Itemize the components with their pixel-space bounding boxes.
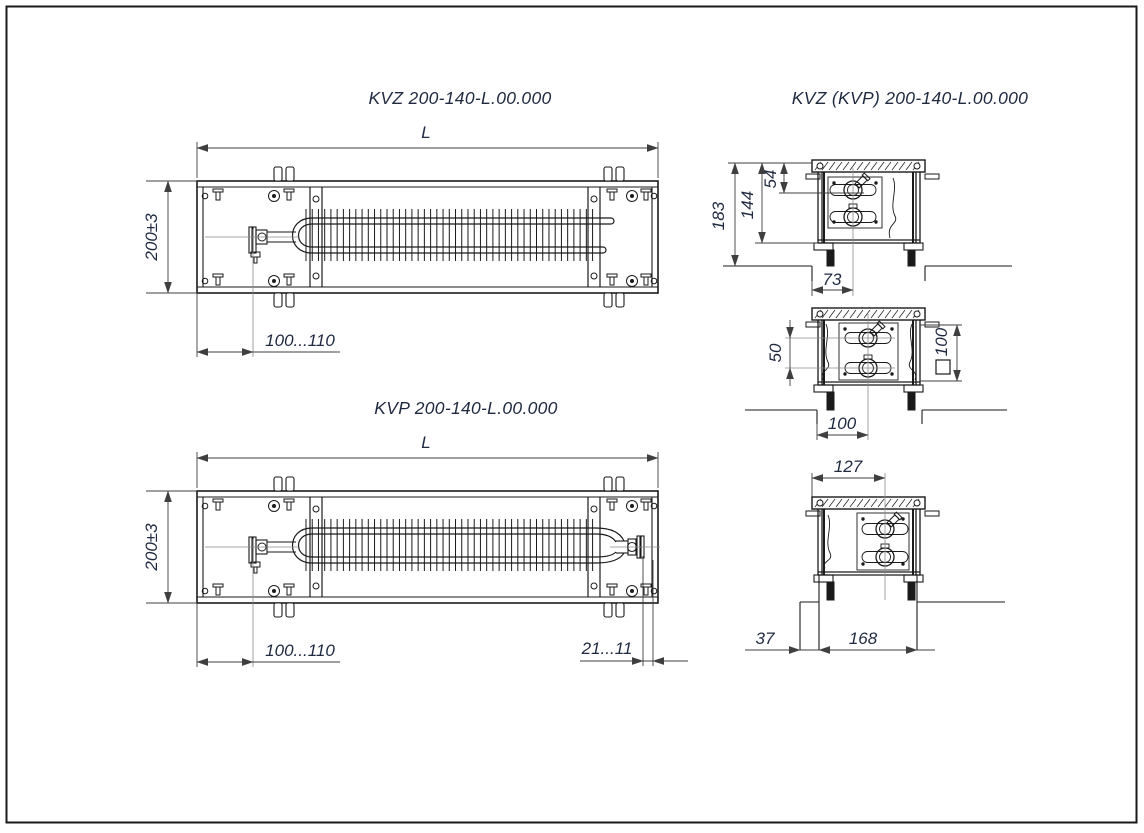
body-depth-dim: 144 [738,190,757,220]
edge-gap-dim: 37 [755,629,775,648]
kvz-title: KVZ 200-140-L.00.000 [368,88,552,108]
pipe-spacing-dim: 50 [766,343,785,363]
pipe-axis-depth-dim: 54 [761,169,780,189]
kvp-length-dim: L [421,433,431,452]
pit-width-dim: 168 [848,629,878,648]
kvz-length-dim: L [421,123,431,142]
kvp-plan-graphics [146,452,688,667]
total-depth-dim: 183 [709,201,728,231]
kvp-end-gap-dim: 21...11 [581,639,633,658]
kvp-connection-offset-dim: 100...110 [265,641,335,660]
kvz-plan-graphics [146,142,658,357]
top-width-dim: 127 [833,457,863,476]
side-opening-dim: 100 [932,327,951,357]
pipe-axis-offset-dim-top: 73 [822,270,842,289]
square-section-icon [936,360,950,374]
kvp-width-dim: 200±3 [142,523,161,571]
section-bottom-graphics [745,473,1005,650]
section-middle-graphics [745,308,1007,440]
kvz-width-dim: 200±3 [142,213,161,261]
drawing-frame [7,7,1137,823]
pipe-axis-offset-dim-middle: 100 [827,414,857,433]
kvz-connection-offset-dim: 100...110 [265,331,335,350]
kvp-title: KVP 200-140-L.00.000 [374,398,558,418]
sections-title: KVZ (KVP) 200-140-L.00.000 [791,88,1029,108]
